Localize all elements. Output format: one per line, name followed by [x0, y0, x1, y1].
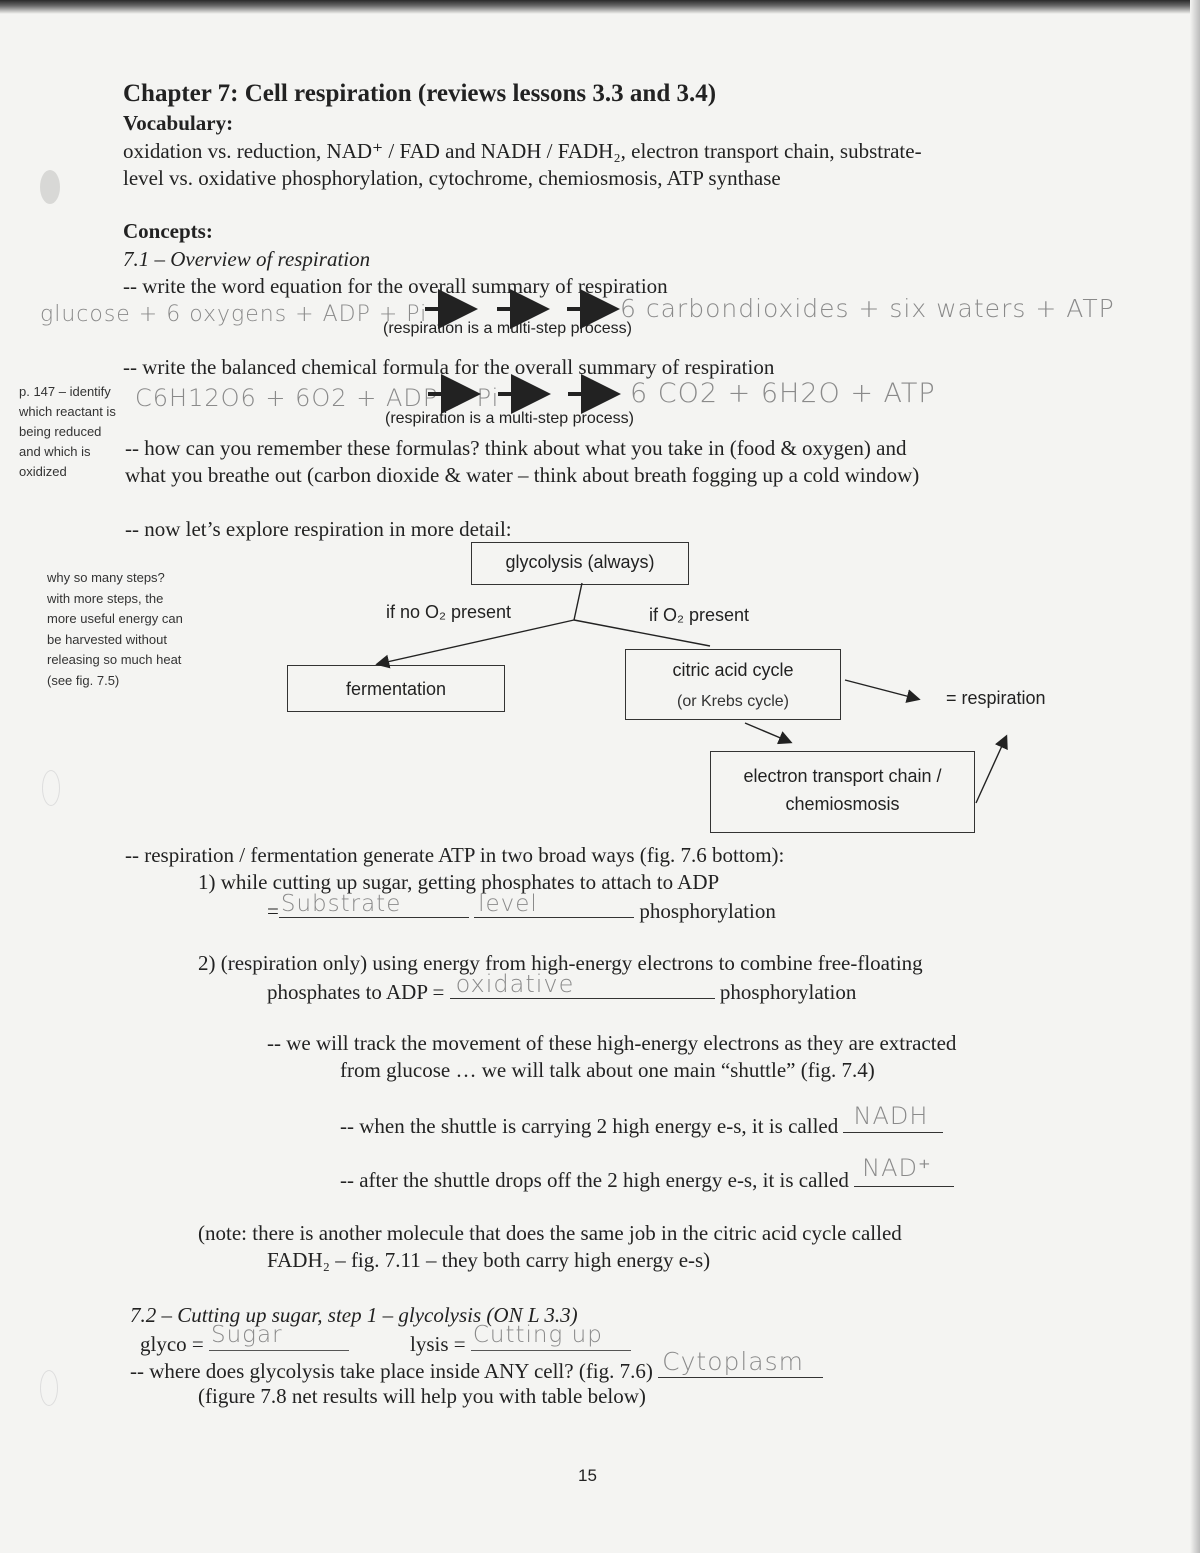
vocab-line-1: oxidation vs. reduction, NAD⁺ / FAD and NADH / FADH₂, electron transport chain, substrate-: [123, 139, 922, 163]
connector-line: [574, 620, 710, 646]
arrow-to-respiration: [845, 680, 918, 699]
answer-blank: oxidative: [450, 978, 715, 999]
figure-note: (figure 7.8 net results will help you with table below): [198, 1384, 646, 1408]
answer-blank: level: [474, 897, 634, 918]
vocab-line-2: level vs. oxidative phosphorylation, cytochrome, chemiosmosis, ATP synthase: [123, 166, 781, 190]
remember-line-1: -- how can you remember these formulas? think about what you take in (food & oxygen) and: [125, 436, 907, 460]
no-oxygen-label: if no O₂ present: [386, 602, 512, 622]
track-line-2: from glucose … we will talk about one main “shuttle” (fig. 7.4): [340, 1058, 875, 1082]
multistep-note-1: (respiration is a multi-step process): [383, 320, 632, 337]
lysis-line: lysis = Cutting up: [410, 1330, 631, 1357]
page-number: 15: [578, 1466, 597, 1485]
citric-acid-cycle-box: citric acid cycle (or Krebs cycle): [625, 649, 841, 720]
note-line-1: (note: there is another molecule that does the same job in the citric acid cycle called: [198, 1221, 902, 1245]
connector-line: [574, 583, 582, 620]
glycolysis-box: glycolysis (always): [471, 542, 689, 585]
dropped-line: -- after the shuttle drops off the 2 high energy e-s, it is called NAD⁺: [340, 1166, 954, 1193]
respiration-label: = respiration: [946, 688, 1046, 708]
chemical-reactants: C6H12O6 + 6O2 + ADP + Pi: [135, 384, 500, 412]
chemical-products: 6 CO2 + 6H2O + ATP: [630, 378, 936, 409]
word-equation-prompt: -- write the word equation for the overall summary of respiration: [123, 274, 668, 298]
note-line-2: FADH₂ – fig. 7.11 – they both carry high energy e-s): [267, 1248, 711, 1272]
glyco-line: glyco = Sugar: [140, 1330, 349, 1357]
section-7-2-heading: 7.2 – Cutting up sugar, step 1 – glycolysis (ON L 3.3): [130, 1303, 578, 1327]
atp-way-2-line-1: 2) (respiration only) using energy from high-energy electrons to combine free-floating: [198, 951, 923, 975]
remember-line-2: what you breathe out (carbon dioxide & water – think about breath fogging up a cold window): [125, 463, 920, 487]
oxygen-label: if O₂ present: [649, 605, 750, 625]
explore-line: -- now let’s explore respiration in more detail:: [125, 517, 512, 541]
substrate-level-line: = Substrate level phosphorylation: [267, 891, 776, 923]
flow-diagram-lines: [0, 520, 1200, 850]
atp-way-2-line-2: phosphates to ADP = oxidative phosphorylation: [267, 970, 857, 1004]
page-title: Chapter 7: Cell respiration (reviews lessons 3.3 and 3.4): [123, 80, 717, 107]
track-line-1: -- we will track the movement of these high-energy electrons as they are extracted: [267, 1031, 957, 1055]
arrow-to-fermentation: [378, 620, 574, 664]
binder-hole-bottom: [40, 1370, 58, 1406]
margin-note-steps: why so many steps? with more steps, the more useful energy can be harvested without releasing so much heat (see fig. 7.5): [47, 570, 183, 688]
answer-blank: Sugar: [209, 1330, 349, 1351]
section-7-1-heading: 7.1 – Overview of respiration: [123, 247, 371, 271]
answer-blank: Substrate: [279, 897, 469, 918]
arrow-to-etc: [745, 723, 790, 742]
vocab-heading: Vocabulary:: [123, 111, 234, 135]
chemical-formula-prompt: -- write the balanced chemical formula for the overall summary of respiration: [123, 355, 775, 379]
fermentation-box: fermentation: [287, 665, 505, 712]
multistep-note-2: (respiration is a multi-step process): [385, 410, 634, 427]
concepts-heading: Concepts:: [123, 219, 213, 243]
electron-transport-chain-box: electron transport chain / chemiosmosis: [710, 751, 975, 833]
carrying-line: -- when the shuttle is carrying 2 high energy e-s, it is called NADH: [340, 1112, 943, 1139]
glycolysis-location-line: -- where does glycolysis take place inside ANY cell? (fig. 7.6) Cytoplasm: [130, 1357, 823, 1384]
answer-blank: Cutting up: [471, 1330, 631, 1351]
answer-blank: Cytoplasm: [658, 1357, 823, 1378]
arrow-etc-to-respiration: [976, 737, 1006, 803]
atp-intro: -- respiration / fermentation generate ATP in two broad ways (fig. 7.6 bottom):: [125, 843, 785, 867]
word-equation-reactants: glucose + 6 oxygens + ADP + Pi: [40, 302, 428, 327]
atp-way-1: 1) while cutting up sugar, getting phosphates to attach to ADP: [198, 870, 720, 894]
answer-blank: NADH: [843, 1112, 943, 1133]
margin-note-p147: p. 147 – identify which reactant is being reduced and which is oxidized: [19, 384, 116, 479]
word-equation-products: 6 carbondioxides + six waters + ATP: [620, 294, 1115, 323]
answer-blank: NAD⁺: [854, 1166, 954, 1187]
